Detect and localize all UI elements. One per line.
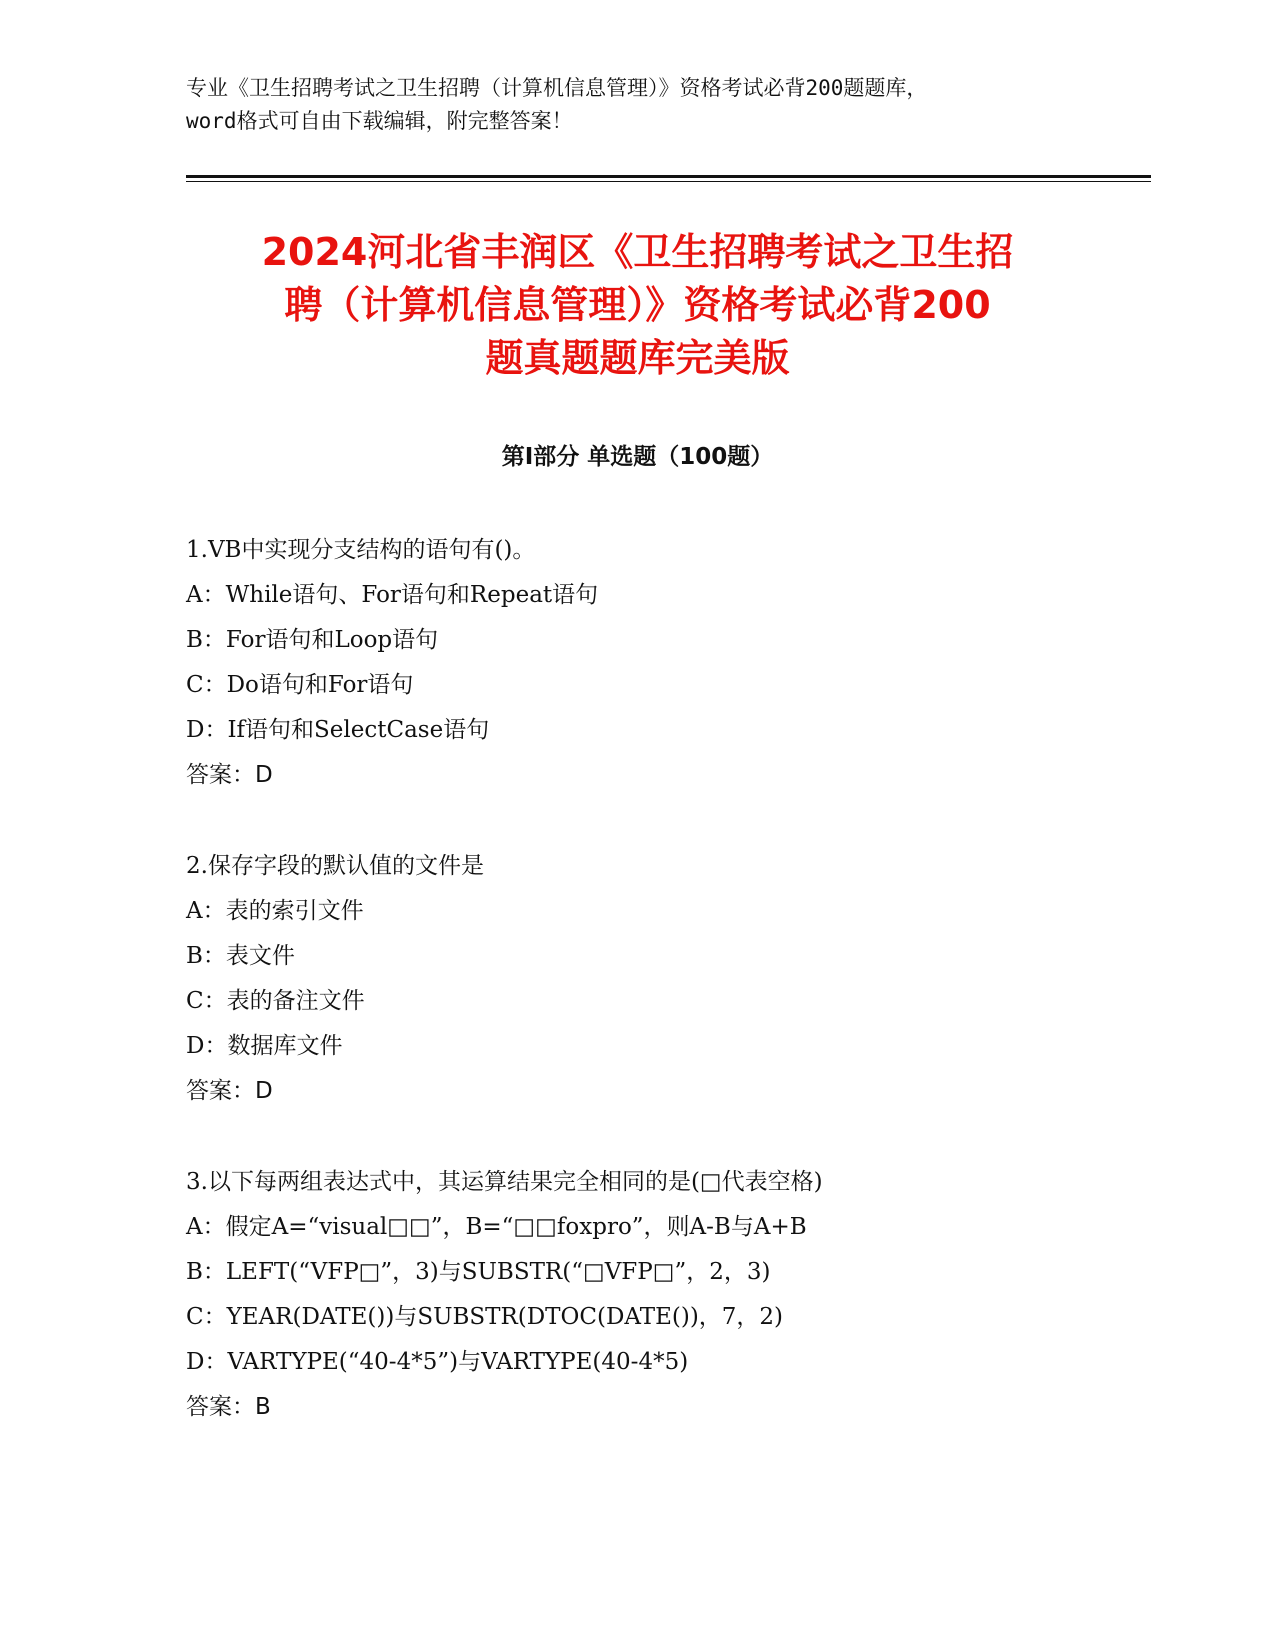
document-title-line-2: 聘（计算机信息管理）》资格考试必背200 <box>284 283 991 327</box>
option-d: D：数据库文件 <box>186 1033 343 1059</box>
answer: 答案：D <box>186 762 273 788</box>
header-note-line-2: word格式可自由下载编辑，附完整答案！ <box>186 109 573 133</box>
option-a: A：表的索引文件 <box>186 898 364 924</box>
option-c: C：Do语句和For语句 <box>186 672 414 698</box>
option-b: B：表文件 <box>186 943 295 969</box>
document-title-line-3: 题真题题库完美版 <box>485 336 790 380</box>
option-b: B：LEFT(“VFP□”，3)与SUBSTR(“□VFP□”，2，3) <box>186 1259 771 1285</box>
section-heading: 第Ⅰ部分 单选题（100题） <box>501 444 774 470</box>
document-title <box>150 226 1125 385</box>
option-d: D：If语句和SelectCase语句 <box>186 717 490 743</box>
option-c: C：YEAR(DATE())与SUBSTR(DTOC(DATE())，7，2) <box>186 1304 784 1330</box>
answer: 答案：B <box>186 1394 271 1420</box>
header-note-line-1: 专业《卫生招聘考试之卫生招聘（计算机信息管理）》资格考试必背200题题库， <box>186 76 928 100</box>
header-note <box>186 72 1086 138</box>
question-list <box>186 528 1146 1476</box>
question-stem: 1.VB中实现分支结构的语句有()。 <box>186 537 536 563</box>
option-c: C：表的备注文件 <box>186 988 365 1014</box>
option-d: D：VARTYPE(“40-4*5”)与VARTYPE(40-4*5) <box>186 1349 689 1375</box>
question-2 <box>186 844 1146 1114</box>
question-stem: 3.以下每两组表达式中，其运算结果完全相同的是(□代表空格) <box>186 1169 823 1195</box>
option-a: A：While语句、For语句和Repeat语句 <box>186 582 599 608</box>
question-stem: 2.保存字段的默认值的文件是 <box>186 853 484 879</box>
header-divider-thick <box>186 175 1151 178</box>
answer: 答案：D <box>186 1078 273 1104</box>
option-b: B：For语句和Loop语句 <box>186 627 439 653</box>
question-1 <box>186 528 1146 798</box>
document-title-line-1: 2024河北省丰润区《卫生招聘考试之卫生招 <box>261 230 1014 274</box>
header-divider-thin <box>186 181 1151 182</box>
option-a: A：假定A=“visual□□”，B=“□□foxpro”，则A-B与A+B <box>186 1214 807 1240</box>
question-3 <box>186 1160 1146 1430</box>
